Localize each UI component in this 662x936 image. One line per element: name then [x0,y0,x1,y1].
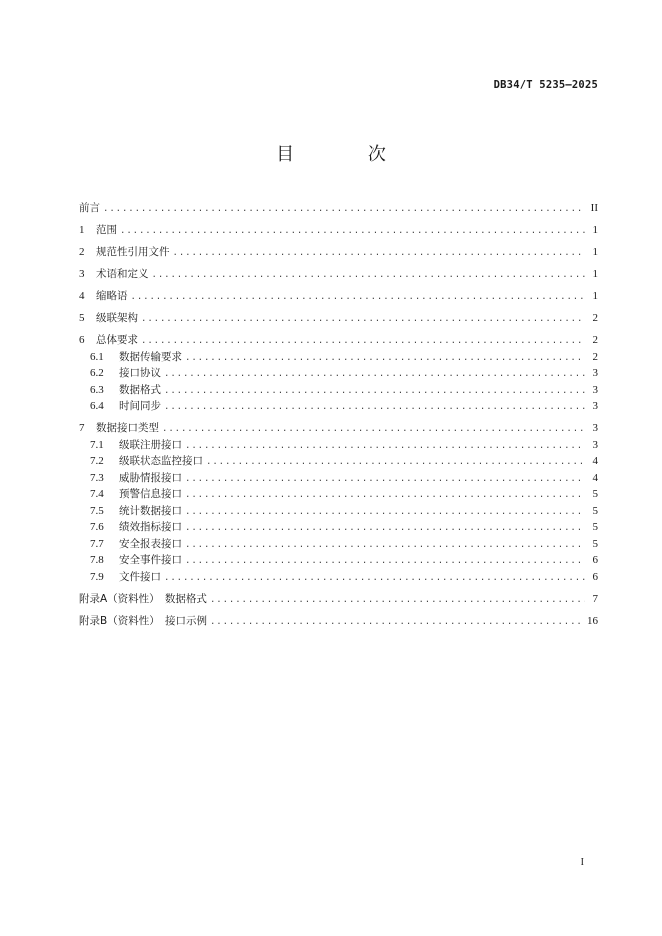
dot-leader [185,520,585,537]
toc-entry-number: 7.6 [90,521,104,533]
page-title: 目 次 [276,144,420,165]
toc-entry[interactable] [79,398,598,415]
toc-entry-page: 3 [592,367,598,379]
toc-entry-label: 前言 [79,202,100,214]
toc-entry-number: 5 [79,312,85,324]
toc-entry-page: 5 [592,537,598,550]
toc-entry-label: 统计数据接口 [119,504,182,517]
toc-entry-page: 2 [592,312,598,324]
toc-entry[interactable] [79,200,598,217]
dot-leader [185,553,585,570]
toc-entry-page: 5 [592,521,598,533]
toc-entry-page: 2 [592,334,598,346]
toc-entry[interactable] [79,382,598,399]
toc-entry-number: 6 [79,334,85,346]
toc-entry-label: 接口协议 [119,367,161,379]
toc-entry-page: 6 [592,570,598,583]
dot-leader [164,383,585,400]
toc-entry[interactable] [79,332,598,349]
dot-leader [141,333,585,350]
toc-entry-number: 4 [79,290,85,302]
toc-entry[interactable] [79,288,598,305]
dot-leader [103,201,585,218]
toc-entry-page: II [590,202,598,214]
toc-entry[interactable] [79,222,598,239]
toc-entry-page: 3 [592,438,598,451]
toc-entry-label: 缩略语 [96,290,128,302]
dot-leader [185,438,585,455]
toc-entry-label: 级联状态监控接口 [119,455,203,467]
toc-entry-label: 数据格式 [119,383,161,396]
toc-entry-number: 7.1 [90,438,104,451]
dot-leader [141,311,585,328]
toc-entry-label: 附录B（资料性） 接口示例 [79,614,207,627]
dot-leader [185,350,585,367]
dot-leader [120,223,585,240]
toc-entry[interactable] [79,453,598,470]
toc-entry-page: 3 [592,400,598,412]
dot-leader [164,570,585,587]
dot-leader [210,614,584,631]
toc-entry-label: 安全报表接口 [119,537,182,550]
toc-entry-page: 3 [592,422,598,434]
toc-entry[interactable] [79,486,598,503]
dot-leader [164,399,585,416]
toc-entry[interactable] [79,437,598,454]
dot-leader [210,592,585,609]
toc-entry-number: 7.5 [90,504,104,517]
toc-entry-label: 总体要求 [96,334,138,346]
toc-entry-label: 数据传输要求 [119,350,182,363]
document-code: DB34/T 5235—2025 [493,79,598,91]
toc-entry-number: 7.4 [90,488,104,500]
toc-entry-page: 6 [592,554,598,566]
toc-entry-label: 规范性引用文件 [96,246,170,258]
toc-entry-label: 级联架构 [96,312,138,324]
toc-entry-label: 级联注册接口 [119,438,182,451]
toc-entry-label: 安全事件接口 [119,554,182,566]
toc-entry[interactable] [79,365,598,382]
toc-entry-number: 6.3 [90,383,104,396]
page-number: I [580,857,584,868]
toc-entry[interactable] [79,310,598,327]
dot-leader [206,454,585,471]
toc-entry-number: 2 [79,246,85,258]
toc-entry[interactable] [79,591,598,608]
toc-entry[interactable] [79,569,598,586]
toc-entry-page: 1 [592,290,598,302]
toc-entry-page: 16 [587,614,598,627]
toc-entry-page: 7 [592,592,598,605]
toc-entry[interactable] [79,244,598,261]
toc-entry[interactable] [79,519,598,536]
dot-leader [185,487,585,504]
toc-entry-page: 1 [592,224,598,236]
dot-leader [185,504,585,521]
dot-leader [185,471,585,488]
toc-entry-label: 时间同步 [119,400,161,412]
toc-entry-number: 6.2 [90,367,104,379]
dot-leader [131,289,586,306]
toc-entry[interactable] [79,552,598,569]
toc-entry-page: 5 [592,504,598,517]
toc-entry-page: 1 [592,268,598,280]
dot-leader [162,421,585,438]
toc-entry-number: 7.3 [90,471,104,484]
table-of-contents [79,200,598,629]
toc-entry-page: 4 [592,455,598,467]
toc-entry-page: 1 [592,246,598,258]
dot-leader [164,366,585,383]
toc-entry-number: 7.8 [90,554,104,566]
toc-entry[interactable] [79,420,598,437]
toc-entry-label: 文件接口 [119,570,161,583]
toc-entry-label: 范围 [96,224,117,236]
toc-entry-number: 7.2 [90,455,104,467]
toc-entry-page: 2 [592,350,598,363]
toc-entry-number: 7.9 [90,570,104,583]
toc-entry-number: 7 [79,422,85,434]
toc-entry[interactable] [79,349,598,366]
toc-entry-number: 7.7 [90,537,104,550]
toc-entry[interactable] [79,266,598,283]
toc-entry-number: 6.1 [90,350,104,363]
toc-entry-label: 威胁情报接口 [119,471,182,484]
toc-entry-label: 绩效指标接口 [119,521,182,533]
toc-entry-page: 5 [592,488,598,500]
toc-entry-label: 预警信息接口 [119,488,182,500]
dot-leader [152,267,586,284]
toc-entry[interactable] [79,470,598,487]
toc-entry-page: 3 [592,383,598,396]
toc-entry-label: 附录A（资料性） 数据格式 [79,592,207,605]
toc-entry[interactable] [79,536,598,553]
toc-entry-label: 数据接口类型 [96,422,159,434]
dot-leader [173,245,586,262]
toc-entry-number: 3 [79,268,85,280]
toc-entry-page: 4 [592,471,598,484]
toc-entry-label: 术语和定义 [96,268,149,280]
dot-leader [185,537,585,554]
toc-entry[interactable] [79,613,598,630]
toc-entry-number: 6.4 [90,400,104,412]
toc-entry[interactable] [79,503,598,520]
toc-entry-number: 1 [79,224,85,236]
